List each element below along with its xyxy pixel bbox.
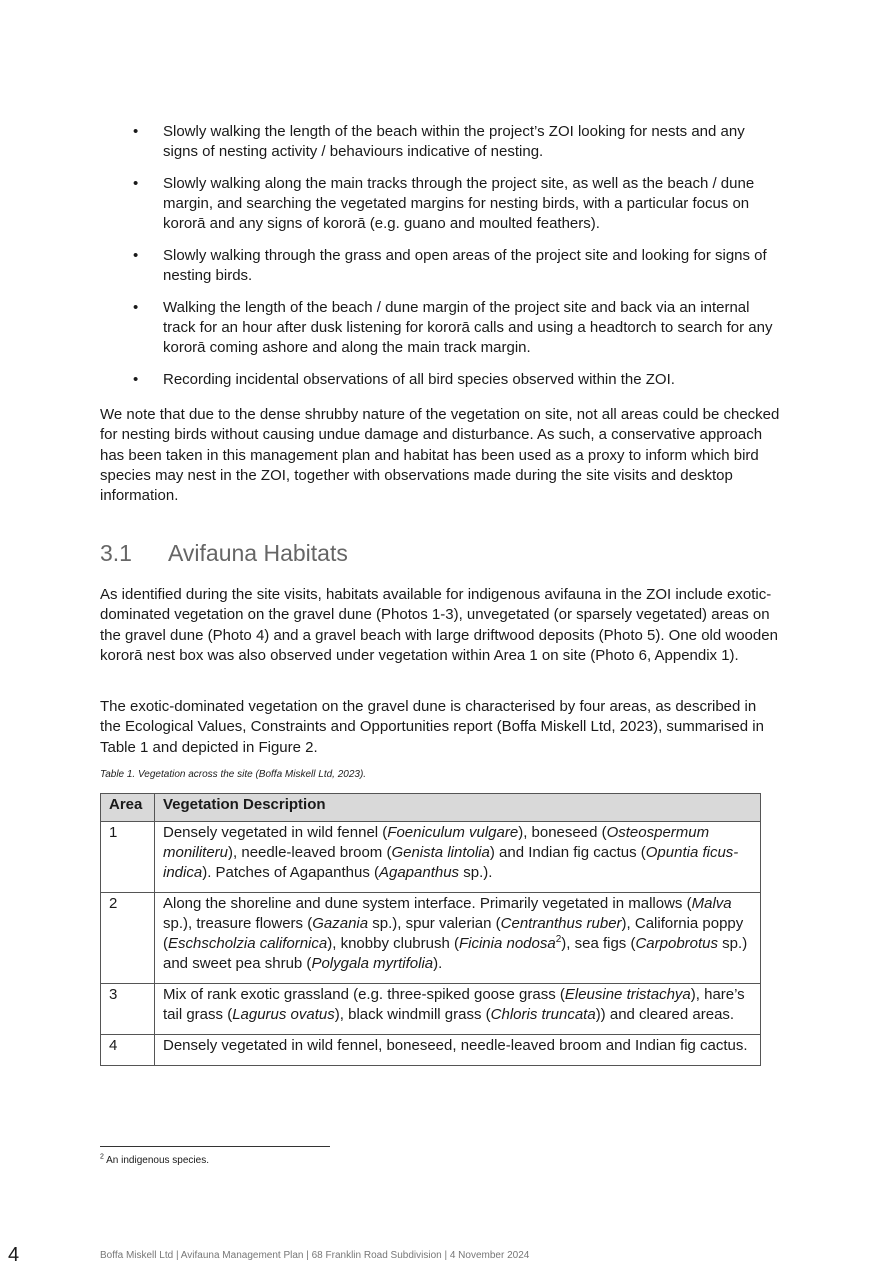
footnote-divider — [100, 1146, 330, 1147]
bullet-item — [100, 370, 780, 390]
description-text: sp.) and sweet pea shrub ( — [163, 935, 748, 972]
bullet-dot: • — [133, 299, 139, 316]
footnote-text: An indigenous species. — [106, 1155, 209, 1166]
description-text: ). Patches of Agapanthus ( — [202, 864, 379, 881]
cell-description — [155, 822, 761, 893]
footnote — [100, 1155, 209, 1166]
bullet-text: Slowly walking through the grass and open areas of the project site and looking for signs of nesting birds. — [163, 247, 767, 284]
description-text: ), boneseed ( — [518, 824, 607, 841]
species-name: Malva — [691, 895, 732, 912]
description-text: ), needle-leaved broom ( — [228, 844, 392, 861]
header-description: Vegetation Description — [155, 794, 761, 822]
page-footer: Boffa Miskell Ltd | Avifauna Management Plan | 68 Franklin Road Subdivision | 4 November 2024 — [100, 1250, 530, 1261]
description-text: Mix of rank exotic grassland (e.g. three-spiked goose grass ( — [163, 986, 565, 1003]
description-text: Along the shoreline and dune system interface. Primarily vegetated in mallows ( — [163, 895, 692, 912]
bullet-text: Slowly walking along the main tracks through the project site, as well as the beach / dune margin, and searching the vegetated margins for nesting birds, with a particular focus on kororā and any signs of kororā (e.g. guano and moulted feathers). — [163, 175, 755, 232]
species-name: Foeniculum vulgare — [387, 824, 519, 841]
habitat-paragraph: As identified during the site visits, habitats available for indigenous avifauna in the ZOI include exotic-dominated vegetation on the gravel dune (Photos 1-3), unvegetated (or sparsely vegetated) areas on the gravel dune (Photo 4) and a gravel beach with large driftwood deposits (Photo 5). One old wooden kororā nest box was also observed under vegetation within Area 1 on site (Photo 6, Appendix 1). — [100, 586, 778, 664]
bullet-dot: • — [133, 247, 139, 264]
species-name: Agapanthus — [378, 864, 460, 881]
species-name: Eleusine tristachya — [564, 986, 691, 1003]
table-header-row — [101, 794, 761, 822]
note-paragraph: We note that due to the dense shrubby nature of the vegetation on site, not all areas could be checked for nesting birds without causing undue damage and disturbance. As such, a conservative approach has been taken in this management plan and habitat has been used as a proxy to inform which bird species may nest in the ZOI, together with observations made during the site visits and desktop information. — [100, 406, 780, 505]
footnote-marker: 2 — [100, 1153, 104, 1161]
table-row — [101, 984, 761, 1035]
description-text: ) and Indian fig cactus ( — [489, 844, 646, 861]
section-number: 3.1 — [100, 540, 132, 566]
species-name: Eschscholzia californica — [168, 935, 328, 952]
page-number: 4 — [8, 1244, 20, 1266]
species-name: Centranthus ruber — [500, 915, 622, 932]
species-name: Ficinia nodosa — [458, 935, 556, 952]
description-text: sp.), treasure flowers ( — [163, 915, 313, 932]
cell-description — [155, 984, 761, 1035]
cell-description — [155, 1035, 761, 1066]
section-title: Avifauna Habitats — [168, 540, 348, 566]
description-text: ), knobby clubrush ( — [327, 935, 459, 952]
section-heading — [100, 540, 348, 567]
description-text: ), hare’s tail grass ( — [163, 986, 745, 1023]
species-name: Gazania — [312, 915, 369, 932]
cell-area: 3 — [101, 984, 155, 1035]
header-area: Area — [101, 794, 155, 822]
vegetation-table — [100, 793, 761, 1066]
species-name: Genista lintolia — [391, 844, 490, 861]
description-text: ), black windmill grass ( — [334, 1006, 491, 1023]
bullet-text: Slowly walking the length of the beach within the project’s ZOI looking for nests and any signs of nesting activity / behaviours indicative of nesting. — [163, 123, 745, 160]
description-text: sp.). — [459, 864, 493, 881]
description-text: ), California poppy ( — [163, 915, 744, 952]
bullet-list — [100, 122, 780, 402]
bullet-text: Walking the length of the beach / dune margin of the project site and back via an internal track for an hour after dusk listening for kororā calls and using a headtorch to search for any kororā coming ashore and along the main track margin. — [163, 299, 773, 356]
table-row — [101, 822, 761, 893]
bullet-item — [100, 246, 780, 286]
footnote-ref: 2 — [555, 934, 562, 945]
description-text: Densely vegetated in wild fennel ( — [163, 824, 388, 841]
species-name: Chloris truncata — [490, 1006, 596, 1023]
cell-area: 2 — [101, 893, 155, 984]
species-name: Polygala myrtifolia — [311, 955, 434, 972]
vegetation-paragraph: The exotic-dominated vegetation on the gravel dune is characterised by four areas, as described in the Ecological Values, Constraints and Opportunities report (Boffa Miskell Ltd, 2023), summarised in Table 1 and depicted in Figure 2. — [100, 698, 764, 756]
species-name: Osteospermum moniliteru — [163, 824, 710, 861]
cell-description — [155, 893, 761, 984]
description-text: sp.), spur valerian ( — [368, 915, 501, 932]
species-name: Lagurus ovatus — [232, 1006, 335, 1023]
bullet-item — [100, 122, 780, 162]
description-text: ), sea figs ( — [561, 935, 636, 952]
bullet-item — [100, 174, 780, 234]
species-name: Carpobrotus — [635, 935, 719, 952]
bullet-dot: • — [133, 175, 139, 192]
table-row — [101, 1035, 761, 1066]
cell-area: 1 — [101, 822, 155, 893]
cell-area: 4 — [101, 1035, 155, 1066]
table-row — [101, 893, 761, 984]
description-text: Densely vegetated in wild fennel, boneseed, needle-leaved broom and Indian fig cactus. — [163, 1037, 748, 1054]
table-caption: Table 1. Vegetation across the site (Boffa Miskell Ltd, 2023). — [100, 769, 367, 780]
bullet-dot: • — [133, 371, 139, 388]
bullet-item — [100, 298, 780, 358]
description-text: ). — [433, 955, 443, 972]
species-name: Opuntia ficus-indica — [163, 844, 739, 881]
bullet-dot: • — [133, 123, 139, 140]
description-text: )) and cleared areas. — [595, 1006, 735, 1023]
bullet-text: Recording incidental observations of all bird species observed within the ZOI. — [163, 371, 675, 388]
